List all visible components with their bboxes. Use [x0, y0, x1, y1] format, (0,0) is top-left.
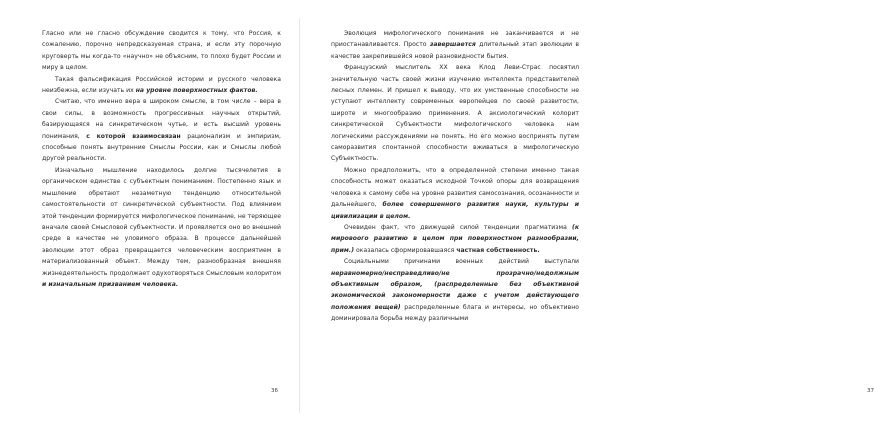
right-page [300, 0, 874, 424]
paragraph: Такая фальсификация Российской истории и русского человека неизбежна, если изучать их на уровне поверхностных фактов. [42, 75, 281, 95]
paragraph: Очевиден факт, что движущей силой тенденции прагматизма (к мировоого развитию в целом при поверхностном разнообразии, прим.) оказалась сформировавшаяся частная собственность. [331, 223, 579, 254]
page-number: 36 [271, 388, 279, 394]
emphasis-text: завершается [429, 41, 476, 49]
paragraph: Можно предположить, что в определенной степени именно такая способность может оказаться исходной Точкой опоры для возвращения человека к самому себе на уровне развития самосознания, осознанности и дальнейшего, более совершенного развития науки, культуры и цивилизации в целом. [331, 166, 579, 220]
paragraph: Считаю, что именно вера в широком смысле, в том числе – вера в свои силы, в возможность прогрессивных научных открытий, базирующаяся на синкретическом чутье, и есть высший уровень понимания, с которой взаимосвязан рационализм и эмпиризм, способные понять внутренние Смыслы России, как и Смыслы любой другой реальности. [42, 98, 281, 163]
paragraph: Гласно или не гласно обсуждение сводится к тому, что Россия, к сожалению, порочно непредсказуемая страна, и если эту порочную круговерть мы когда-то «научно» не объясним, то плохо будет России и миру в целом. [42, 30, 281, 72]
paragraph: Социальными причинами военных действий выступали неравномерно/несправедливо/не прозрачно/недолжным объективным образом, (распределенные без объективной экономической закономерности даже с учетом действующего положения вещей) распределенные блага и интересы, но объективно доминировала борьба между различными [331, 258, 579, 323]
paragraph: Эволюция мифологического понимания не заканчивается и не приостанавливается. Просто завершается длительный этап эволюции в качестве закрепившейся новой разновидности бытия. [331, 30, 580, 60]
left-page [0, 0, 300, 424]
emphasis-text: на уровне поверхностных фактов. [135, 87, 258, 95]
emphasis-text: (к мировоого развитию в целом при поверхностном разнообразии, прим.) [331, 223, 579, 254]
paragraph: Французский мыслитель XX века Клод Леви-Страс посвятил значительную часть своей жизни изучению интеллекта представителей лесных племен. И пришел к выводу, что их умственные способности не уступают интеллекту современных европейцев по своей развитости, широте и многообразию применения. А аксиологический колорит синкретической Субъектности мифологического человека нам логическими рассуждениями не понять. Но его можно воспринять путем саморазвития спонтанной способности вживаться в мифологическую Субъектность. [331, 64, 579, 163]
emphasis-text: неравномерно/несправедливо/не прозрачно/недолжным объективным образом, (распределенные без объективной экономической закономерности даже с учетом действующего положения вещей) [331, 269, 579, 311]
emphasis-text: с которой взаимосвязан [86, 132, 181, 140]
emphasis-text: и изначальным призванием человека. [42, 280, 179, 288]
paragraph: Изначально мышление находилось долгие тысячелетия в органическом единстве с субъектным пониманием. Постепенно язык и мышление обретают незаметную тенденцию относительной самостоятельности от синкретической субъектности. Под влиянием этой тенденции формируется мифологическое понимание, не теряющее вначале своей Смысловой субъектности. И проявляется оно во внешней среде в качестве не уловимого образа. В процессе дальнейшей эволюции этот образ превращается человеческим восприятием в материализованный объект. Между тем, разнообразная внешняя жизнедеятельность продолжает одухотворяться Смысловым колоритом и изначальным призванием человека. [42, 166, 281, 288]
emphasis-text: более совершенного развития науки, культуры и цивилизации в целом. [331, 201, 579, 220]
emphasis-text: частная собственность. [456, 246, 540, 254]
page-number: 37 [867, 388, 874, 394]
